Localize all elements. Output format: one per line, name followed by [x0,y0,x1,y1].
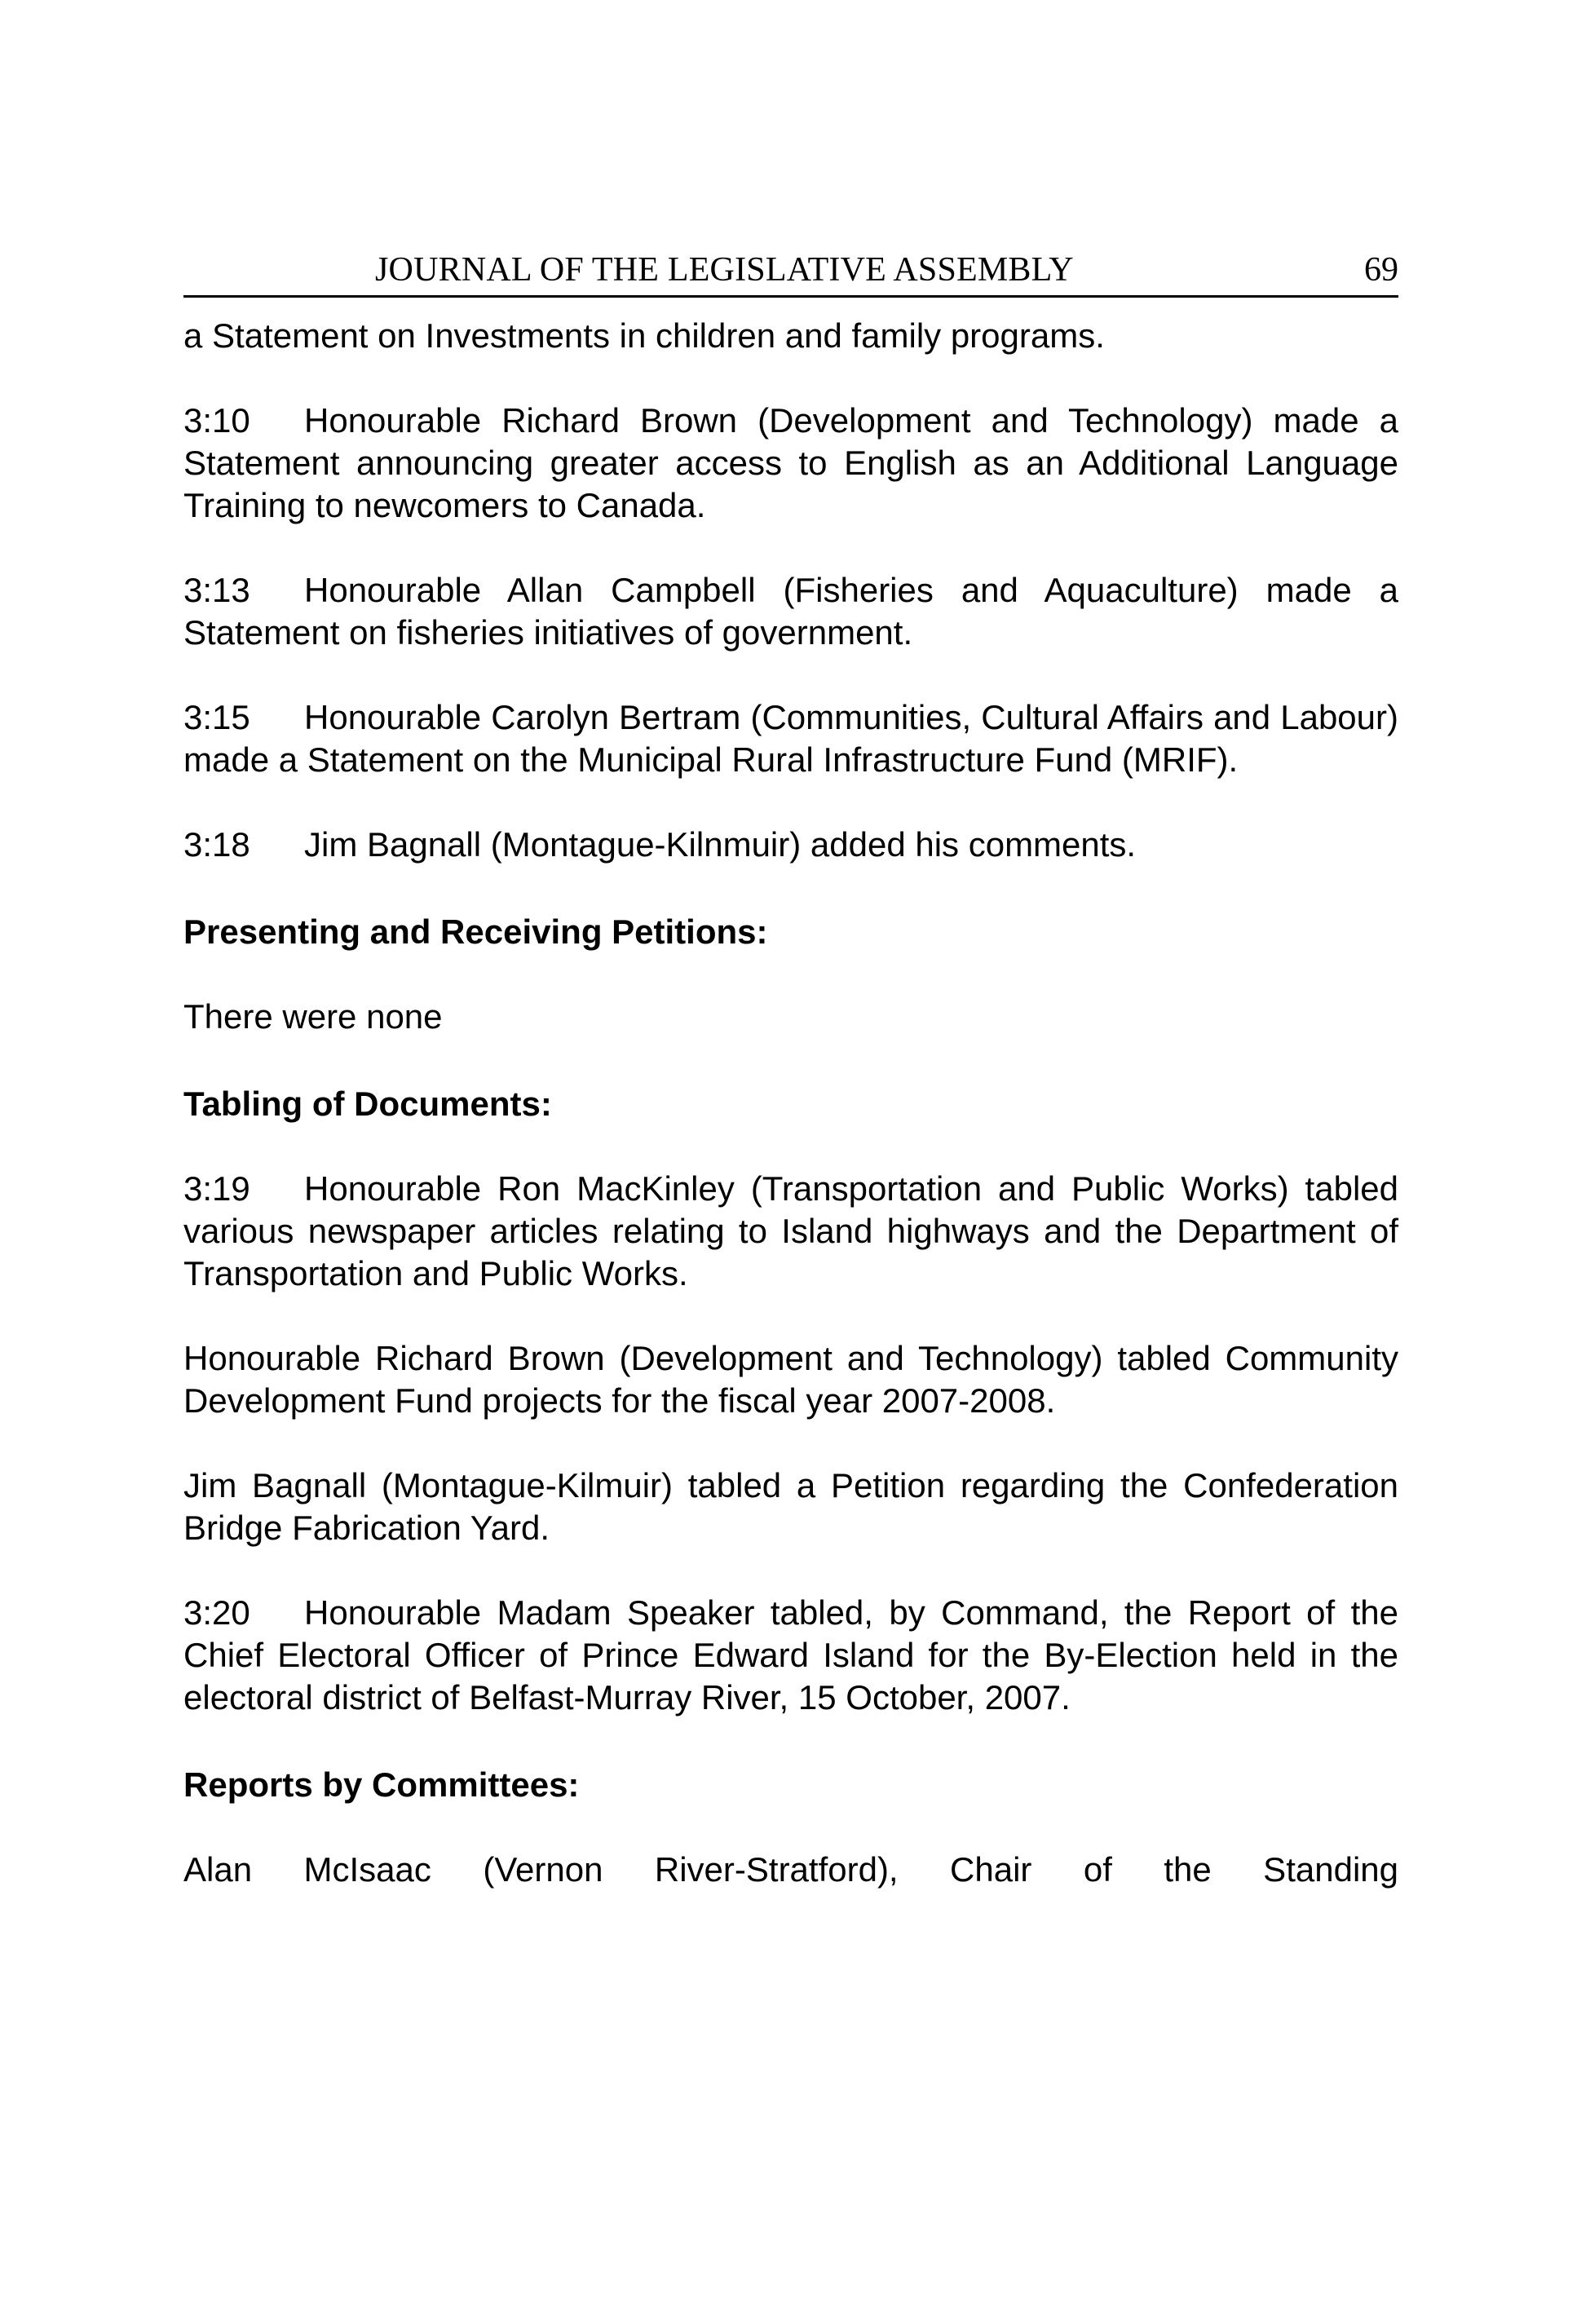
entry-text: Honourable Carolyn Bertram (Communities, Cultural Affairs and Labour) made a Statement on the Municipal Rural Infrastructure Fund (MRIF). [183,698,1398,779]
bagnall-tabling-text: Jim Bagnall (Montague-Kilmuir) tabled a Petition regarding the Confederation Bridge Fabrication Yard. [183,1466,1398,1547]
entry-text: Honourable Madam Speaker tabled, by Command, the Report of the Chief Electoral Officer of Prince Edward Island for the By-Election held in the electoral district of Belfast-Murray River, 15 October, 2007. [183,1593,1398,1716]
page-number: 69 [1364,251,1398,289]
entry-time: 3:13 [183,571,250,609]
committees-heading: Reports by Committees: [183,1765,580,1804]
brown-tabling-text: Honourable Richard Brown (Development and Technology) tabled Community Development Fund projects for the fiscal year 2007-2008. [183,1339,1398,1420]
minute-entry-3-15 [183,696,1398,781]
journal-title: JOURNAL OF THE LEGISLATIVE ASSEMBLY [375,251,1074,289]
minute-entry-3-20 [183,1592,1398,1719]
page-header [183,245,1398,298]
minute-entry-3-19 [183,1168,1398,1295]
continuation-text: a Statement on Investments in children and family programs. [183,316,1105,355]
entry-text: Jim Bagnall (Montague-Kilnmuir) added his comments. [304,825,1137,864]
minute-entry-3-18 [183,824,1398,866]
entry-time: 3:10 [183,401,250,440]
entry-time: 3:19 [183,1169,250,1208]
entry-text: Honourable Richard Brown (Development and Technology) made a Statement announcing greater access to English as an Additional Language Training to newcomers to Canada. [183,401,1398,524]
entry-text: Honourable Ron MacKinley (Transportation and Public Works) tabled various newspaper articles relating to Island highways and the Department of Transportation and Public Works. [183,1169,1398,1292]
committees-text: Alan McIsaac (Vernon River-Stratford), Chair of the Standing [183,1850,1398,1889]
entry-text: Honourable Allan Campbell (Fisheries and Aquaculture) made a Statement on fisheries initiatives of government. [183,571,1398,652]
journal-content [183,315,1398,1891]
entry-time: 3:15 [183,698,250,736]
petitions-heading: Presenting and Receiving Petitions: [183,912,768,951]
journal-page [183,245,1398,1891]
minute-entry-3-10 [183,400,1398,527]
petitions-text: There were none [183,997,443,1036]
minute-entry-3-13 [183,569,1398,654]
entry-time: 3:20 [183,1593,250,1632]
documents-heading: Tabling of Documents: [183,1085,552,1123]
entry-time: 3:18 [183,825,250,864]
